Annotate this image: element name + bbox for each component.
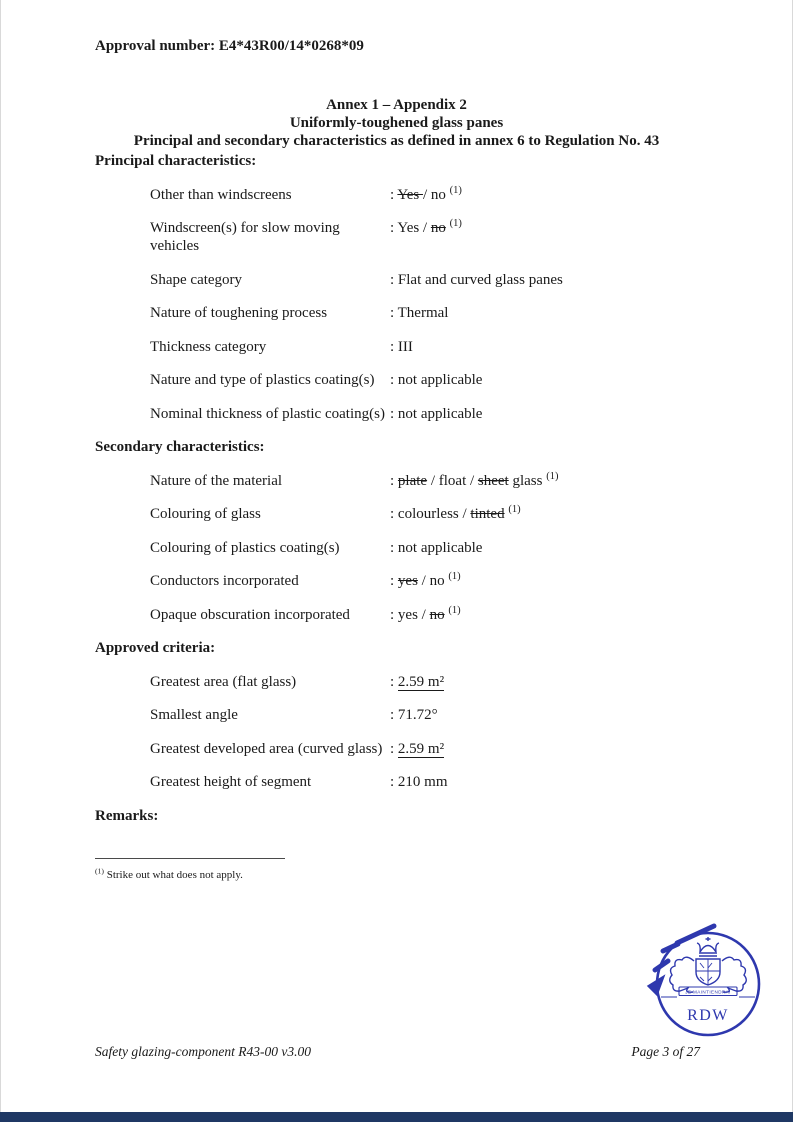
footnote-marker: (1) [95, 866, 104, 876]
section [95, 639, 698, 791]
approval-number: Approval number: E4*43R00/14*0268*09 [95, 38, 364, 54]
characteristic-row [95, 740, 698, 758]
row-label: Nature of toughening process [150, 305, 328, 321]
row-label: Thickness category [150, 338, 267, 355]
characteristic-row [95, 472, 698, 490]
document-title [95, 96, 698, 150]
row-label: Greatest area (flat glass) [150, 673, 297, 690]
row-label: Nature and type of plastics coating(s) [150, 372, 375, 388]
rdw-stamp [645, 921, 763, 1040]
row-label: Conductors incorporated [150, 573, 299, 589]
characteristic-row [95, 773, 698, 791]
row-value: : not applicable [390, 405, 483, 422]
document-sections [95, 152, 698, 825]
footnote [95, 858, 698, 883]
row-value: : 71.72° [390, 707, 438, 723]
section [95, 152, 698, 423]
title-line-3: Principal and secondary characteristics as defined in annex 6 to Regulation No. 43 [133, 133, 660, 149]
characteristic-row [95, 572, 698, 590]
crown-icon [697, 937, 719, 956]
row-label: Nominal thickness of plastic coating(s) [150, 405, 385, 422]
characteristic-row [95, 505, 698, 523]
characteristic-row [95, 706, 698, 724]
row-value: : plate / float / sheet glass $^{(1)}$ [390, 470, 559, 489]
stamp-motto: JE MAINTIENDRAI [685, 989, 731, 995]
footer-page-number: Page 3 of 27 [631, 1044, 700, 1059]
row-value: : not applicable [390, 372, 483, 388]
row-label: Colouring of glass [150, 506, 261, 522]
section-heading: Remarks: [95, 807, 159, 824]
pen-marks-icon [648, 926, 714, 995]
row-value: : yes / no $^{(1)}$ [390, 604, 461, 623]
rdw-stamp-graphic [645, 921, 763, 1040]
title-line-1: Annex 1 – Appendix 2 [326, 97, 467, 113]
row-value: : Yes / no $^{(1)}$ [390, 218, 462, 236]
footnote-rule [95, 858, 285, 860]
row-label: Opaque obscuration incorporated [150, 606, 350, 623]
row-label: Other than windscreens [150, 186, 292, 203]
row-label: Nature of the material [150, 472, 283, 489]
section-heading: Principal characteristics: [95, 153, 257, 169]
row-label: Smallest angle [150, 707, 238, 723]
row-value: : Flat and curved glass panes [390, 271, 563, 288]
row-value: : III [390, 338, 413, 355]
characteristic-row [95, 539, 698, 557]
section-heading: Secondary characteristics: [95, 439, 265, 455]
row-label: Greatest height of segment [150, 774, 312, 790]
row-value: : Yes / no $^{(1)}$ [390, 184, 462, 203]
characteristic-row [95, 606, 698, 624]
row-label: Windscreen(s) for slow moving vehicles [150, 220, 340, 254]
characteristic-row [95, 271, 698, 289]
footnote-body: Strike out what does not apply. [103, 869, 243, 881]
row-value: : colourless / tinted $^{(1)}$ [390, 504, 521, 522]
characteristic-row [95, 405, 698, 423]
row-value: : 2.59 m² [390, 673, 445, 690]
shield-icon [696, 959, 720, 985]
characteristic-row [95, 219, 698, 255]
row-label: Shape category [150, 271, 243, 288]
characteristic-row [95, 304, 698, 322]
footnote-text [95, 868, 698, 882]
row-value: : yes / no $^{(1)}$ [390, 571, 461, 589]
page-footer [95, 1043, 700, 1060]
row-value: : Thermal [390, 305, 449, 321]
characteristic-row [95, 338, 698, 356]
stamp-label: RDW [687, 1007, 729, 1024]
section [95, 438, 698, 624]
bottom-bar [0, 1112, 793, 1122]
row-label: Colouring of plastics coating(s) [150, 539, 340, 556]
characteristic-row [95, 371, 698, 389]
row-value: : 210 mm [390, 774, 448, 790]
footer-document-id: Safety glazing-component R43-00 v3.00 [95, 1044, 311, 1059]
characteristic-row [95, 186, 698, 204]
title-line-2: Uniformly-toughened glass panes [289, 115, 504, 131]
characteristic-row [95, 673, 698, 691]
row-value: : 2.59 m² [390, 740, 445, 757]
row-label: Greatest developed area (curved glass) [150, 740, 383, 757]
row-value: : not applicable [390, 539, 483, 556]
section-heading: Approved criteria: [95, 640, 216, 656]
section [95, 807, 698, 825]
